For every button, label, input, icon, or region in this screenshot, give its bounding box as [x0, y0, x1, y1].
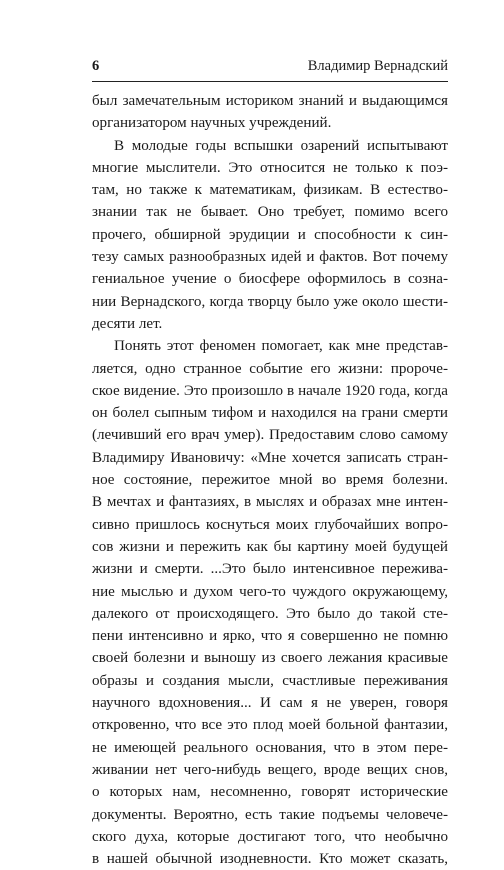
- text-line: живании нет чего-нибудь вещего, вроде вещих снов,: [92, 761, 448, 778]
- text-line: ское видение. Это произошло в начале 1920 года, когда: [92, 382, 448, 399]
- text-line: ние мыслью и духом чего-то чуждого окружающему,: [92, 583, 448, 600]
- text-line: Владимиру Ивановичу: «Мне хочется записать стран-: [92, 449, 448, 466]
- text-line: ное состояние, пережитое мной во время болезни.: [92, 472, 448, 489]
- text-line: Понять этот феномен помогает, как мне представ-: [114, 338, 448, 355]
- text-line: ского духа, которые достигают того, что необычно: [92, 828, 448, 845]
- text-line: о которых нам, несомненно, говорят исторические: [92, 784, 448, 801]
- text-line: гениальное учение о биосфере оформилось в созна-: [92, 271, 448, 288]
- text-line: документы. Вероятно, есть такие подъемы человече-: [92, 806, 448, 823]
- running-title: Владимир Вернадский: [307, 58, 448, 74]
- text-line: организатором научных учреждений.: [92, 115, 332, 132]
- text-line: многие мыслители. Это относится не только к поэ-: [92, 159, 448, 176]
- text-line: жизни и смерти. ...Это было интенсивное пережива-: [92, 561, 448, 578]
- text-line: образы и создания мысли, счастливые переживания: [92, 672, 448, 689]
- text-line: в нашей обычной изодневности. Кто может сказать,: [92, 851, 448, 868]
- text-line: научного вдохновения... И сам я не уверен, говоря: [92, 695, 448, 712]
- text-line: сивно пришлось коснуться моих глубочайших вопро-: [92, 516, 448, 533]
- text-line: он болел сыпным тифом и находился на грани смерти: [92, 405, 448, 422]
- running-head: [92, 58, 448, 78]
- text-line: сов жизни и пережить как бы картину моей будущей: [92, 538, 448, 555]
- text-line: В молодые годы вспышки озарений испытывают: [114, 137, 448, 154]
- text-line: был замечательным историком знаний и выдающимся: [92, 93, 448, 109]
- text-line: (лечивший его врач умер). Предоставим слово самому: [92, 427, 448, 444]
- text-line: ляется, одно странное событие его жизни: пророче-: [92, 360, 448, 377]
- text-line: там, но также к математикам, физикам. В естество-: [92, 182, 448, 199]
- text-line: откровенно, что все это плод моей больной фантазии,: [92, 717, 448, 734]
- text-line: пени интенсивно и ярко, что я совершенно не помню: [92, 628, 448, 645]
- text-line: прочего, обширной эрудиции и способности к син-: [92, 226, 448, 243]
- body-text: [92, 90, 448, 870]
- text-line: далекого от происходящего. Это было до такой сте-: [92, 605, 448, 622]
- text-line: тезу самых разнообразных идей и фактов. Вот почему: [92, 249, 448, 266]
- text-line: нии Вернадского, когда творцу было уже около шести-: [92, 293, 448, 310]
- paragraph-1: [92, 90, 448, 135]
- text-line: десяти лет.: [92, 315, 163, 332]
- text-line: своей болезни и выношу из своего лежания красивые: [92, 650, 448, 667]
- paragraph-2: [92, 135, 448, 336]
- text-line: знании так не бывает. Оно требует, помимо всего: [92, 204, 448, 221]
- text-line: В мечтах и фантазиях, в мыслях и образах мне интен-: [92, 494, 448, 511]
- text-line: не имеющей реального основания, что в этом пере-: [92, 739, 448, 756]
- header-rule: [92, 81, 448, 82]
- paragraph-3: [92, 335, 448, 870]
- page-number: 6: [92, 58, 100, 74]
